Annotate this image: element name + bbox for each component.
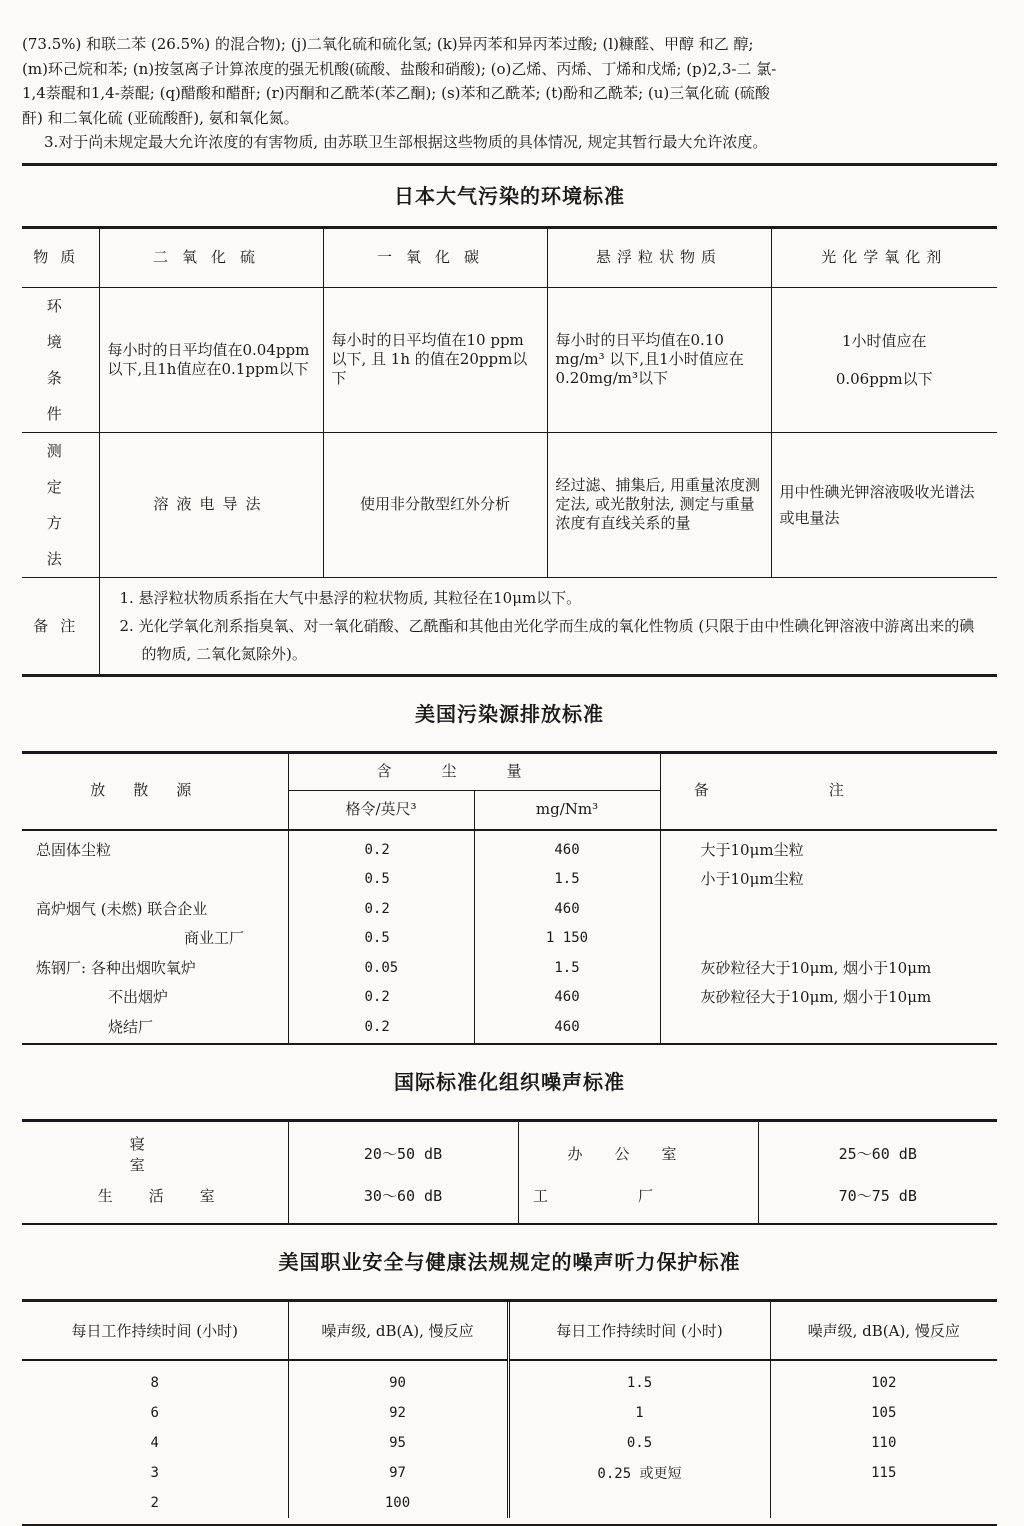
table-row bbox=[22, 983, 997, 1013]
table-header-row bbox=[22, 1302, 997, 1360]
source-name: 烧结厂 bbox=[108, 1018, 154, 1037]
usa-source-table-title: 美国污染源排放标准 bbox=[415, 701, 604, 726]
intro-line: 1,4萘醌和1,4-萘醌; (q)醋酸和醋酐; (r)丙酮和乙酰苯(苯乙酮); (s)苯和乙酰苯; (t)酚和乙酰苯; (u)三氧化硫 (硫酸 bbox=[22, 84, 770, 102]
noise-level bbox=[770, 1488, 997, 1518]
table-row bbox=[22, 1488, 997, 1518]
table-row bbox=[22, 1458, 997, 1488]
header-cell: 物质 bbox=[22, 229, 99, 288]
header-cell: 格令/英尺³ bbox=[288, 790, 474, 830]
noise-level: 102 bbox=[770, 1360, 997, 1398]
duration-hours bbox=[508, 1488, 770, 1518]
source-name bbox=[22, 865, 288, 895]
usa-emission-table bbox=[22, 754, 997, 1043]
duration-hours: 0.25 或更短 bbox=[508, 1458, 770, 1488]
header-cell: 噪声级, dB(A), 慢反应 bbox=[770, 1302, 997, 1360]
noise-level: 97 bbox=[288, 1458, 508, 1488]
source-note bbox=[660, 895, 997, 925]
intro-line: (73.5%) 和联二苯 (26.5%) 的混合物); (j)二氧化硫和硫化氢; (k)异丙苯和异丙苯过酸; (l)糠醛、甲醇 和乙 醇; bbox=[22, 35, 754, 53]
table-row bbox=[22, 1013, 997, 1043]
header-cell: 每日工作持续时间 (小时) bbox=[71, 1321, 238, 1340]
table-cell bbox=[771, 287, 997, 432]
noise-value: 25～60 dB bbox=[758, 1132, 997, 1176]
source-name: 不出烟炉 bbox=[108, 988, 169, 1007]
source-note: 大于10μm尘粒 bbox=[660, 830, 997, 866]
noise-level: 100 bbox=[288, 1488, 508, 1518]
table-cell: 每小时的日平均值在0.04ppm以下,且1h值应在0.1ppm以下 bbox=[99, 287, 323, 432]
iso-noise-table-title: 国际标准化组织噪声标准 bbox=[394, 1069, 625, 1094]
table-row bbox=[22, 924, 997, 954]
table-row bbox=[22, 865, 997, 895]
header-cell: 备注 bbox=[660, 754, 997, 830]
section-rule bbox=[22, 1524, 997, 1526]
dust-grains: 0.5 bbox=[288, 865, 474, 895]
header-cell: 含尘量 bbox=[288, 754, 660, 791]
duration-hours: 1.5 bbox=[508, 1360, 770, 1398]
table-row bbox=[22, 1360, 997, 1398]
source-note bbox=[660, 1013, 997, 1043]
row-label: 备注 bbox=[22, 577, 99, 674]
table-row bbox=[22, 1176, 997, 1215]
row-label: 测定方法 bbox=[22, 432, 99, 577]
table-row bbox=[22, 1132, 997, 1176]
noise-value: 30～60 dB bbox=[288, 1176, 518, 1215]
source-note: 灰砂粒径大于10μm, 烟小于10μm bbox=[660, 954, 997, 984]
table-cell: 每小时的日平均值在0.10 mg/m³ 以下,且1小时值应在0.20mg/m³以下 bbox=[547, 287, 771, 432]
table-row bbox=[22, 830, 997, 866]
table-cell: 每小时的日平均值在10 ppm 以下, 且 1h 的值在20ppm以下 bbox=[323, 287, 547, 432]
dust-mg: 460 bbox=[474, 983, 660, 1013]
room-label: 工厂 bbox=[518, 1176, 758, 1215]
header-cell: 一氧化碳 bbox=[323, 229, 547, 288]
dust-mg: 1.5 bbox=[474, 954, 660, 984]
dust-grains: 0.2 bbox=[288, 1013, 474, 1043]
japan-table-title: 日本大气污染的环境标准 bbox=[394, 183, 625, 208]
duration-hours: 8 bbox=[150, 1374, 159, 1391]
cell-line: 0.06ppm以下 bbox=[835, 369, 933, 388]
table-cell: 经过滤、捕集后, 用重量浓度测定法, 或光散射法, 测定与重量浓度有直线关系的量 bbox=[547, 432, 771, 577]
duration-hours: 2 bbox=[150, 1494, 159, 1511]
table-cell: 用中性碘光钾溶液吸收光谱法或电量法 bbox=[771, 432, 997, 577]
table-row bbox=[22, 895, 997, 925]
osha-noise-table bbox=[22, 1302, 997, 1518]
noise-level: 92 bbox=[288, 1398, 508, 1428]
header-cell: mg/Nm³ bbox=[474, 790, 660, 830]
header-cell: 二氧化硫 bbox=[99, 229, 323, 288]
header-cell: 悬浮粒状物质 bbox=[547, 229, 771, 288]
header-cell: 每日工作持续时间 (小时) bbox=[508, 1302, 770, 1360]
source-name: 总固体尘粒 bbox=[36, 840, 112, 859]
header-cell: 噪声级, dB(A), 慢反应 bbox=[288, 1302, 508, 1360]
table-row bbox=[22, 1398, 997, 1428]
noise-level: 90 bbox=[288, 1360, 508, 1398]
noise-level: 115 bbox=[770, 1458, 997, 1488]
noise-level: 95 bbox=[288, 1428, 508, 1458]
note-item: 2. 光化学氧化剂系指臭氧、对一氧化硝酸、乙酰酯和其他由光化学而生成的氧化性物质 (只限于由中性碘化钾溶液中游离出来的碘的物质, 二氧化氮除外)。 bbox=[119, 616, 975, 663]
duration-hours: 1 bbox=[508, 1398, 770, 1428]
table-row bbox=[22, 577, 997, 674]
header-cell: 光化学氧化剂 bbox=[771, 229, 997, 288]
source-name: 高炉烟气 (未燃) 联合企业 bbox=[36, 899, 208, 918]
table-cell: 使用非分散型红外分析 bbox=[323, 432, 547, 577]
source-note: 小于10μm尘粒 bbox=[660, 865, 997, 895]
noise-level: 105 bbox=[770, 1398, 997, 1428]
room-label: 寝室 bbox=[129, 1134, 239, 1174]
intro-note-3: 3.对于尚未规定最大允许浓度的有害物质, 由苏联卫生部根据这些物质的具体情况, 规定其暂行最大允许浓度。 bbox=[44, 133, 768, 151]
table-cell: 溶液电导法 bbox=[99, 432, 323, 577]
dust-grains: 0.05 bbox=[288, 954, 474, 984]
dust-mg: 1 150 bbox=[474, 924, 660, 954]
japan-air-standard-table bbox=[22, 229, 997, 674]
duration-hours: 6 bbox=[150, 1404, 159, 1421]
source-note bbox=[660, 924, 997, 954]
duration-hours: 4 bbox=[150, 1434, 159, 1451]
intro-line: 酐) 和二氧化硫 (亚硫酸酐), 氨和氧化氮。 bbox=[22, 108, 299, 127]
notes-cell bbox=[99, 577, 997, 674]
iso-noise-table bbox=[22, 1122, 997, 1223]
duration-hours: 0.5 bbox=[508, 1428, 770, 1458]
duration-hours: 3 bbox=[150, 1464, 159, 1481]
dust-mg: 460 bbox=[474, 895, 660, 925]
spacer bbox=[22, 1122, 288, 1132]
noise-value: 20～50 dB bbox=[288, 1132, 518, 1176]
intro-text bbox=[22, 0, 997, 155]
osha-table-title: 美国职业安全与健康法规规定的噪声听力保护标准 bbox=[278, 1249, 741, 1274]
dust-grains: 0.2 bbox=[288, 895, 474, 925]
dust-grains: 0.2 bbox=[288, 830, 474, 866]
header-cell: 放散源 bbox=[90, 781, 220, 800]
table-header-row bbox=[22, 229, 997, 288]
source-note: 灰砂粒径大于10μm, 烟小于10μm bbox=[660, 983, 997, 1013]
note-item: 1. 悬浮粒状物质系指在大气中悬浮的粒状物质, 其粒径在10μm以下。 bbox=[119, 588, 582, 607]
dust-mg: 1.5 bbox=[474, 865, 660, 895]
source-name: 炼钢厂: 各种出烟吹氧炉 bbox=[36, 958, 196, 977]
table-row bbox=[22, 954, 997, 984]
row-label: 环境条件 bbox=[22, 287, 99, 432]
source-name: 商业工厂 bbox=[184, 929, 245, 948]
noise-level: 110 bbox=[770, 1428, 997, 1458]
notes-list bbox=[108, 584, 990, 668]
dust-grains: 0.5 bbox=[288, 924, 474, 954]
room-label: 生活室 bbox=[97, 1186, 251, 1205]
dust-grains: 0.2 bbox=[288, 983, 474, 1013]
table-header-row bbox=[22, 754, 997, 791]
noise-value: 70～75 dB bbox=[758, 1176, 997, 1215]
table-row bbox=[22, 287, 997, 432]
dust-mg: 460 bbox=[474, 830, 660, 866]
table-row bbox=[22, 1428, 997, 1458]
dust-mg: 460 bbox=[474, 1013, 660, 1043]
document-page bbox=[22, 0, 997, 1526]
cell-line: 1小时值应在 bbox=[841, 331, 927, 350]
room-label: 办公室 bbox=[518, 1132, 758, 1176]
table-row bbox=[22, 432, 997, 577]
intro-line: (m)环己烷和苯; (n)按氢离子计算浓度的强无机酸(硫酸、盐酸和硝酸); (o)乙烯、丙烯、丁烯和戊烯; (p)2,3-二 氯- bbox=[22, 59, 777, 78]
